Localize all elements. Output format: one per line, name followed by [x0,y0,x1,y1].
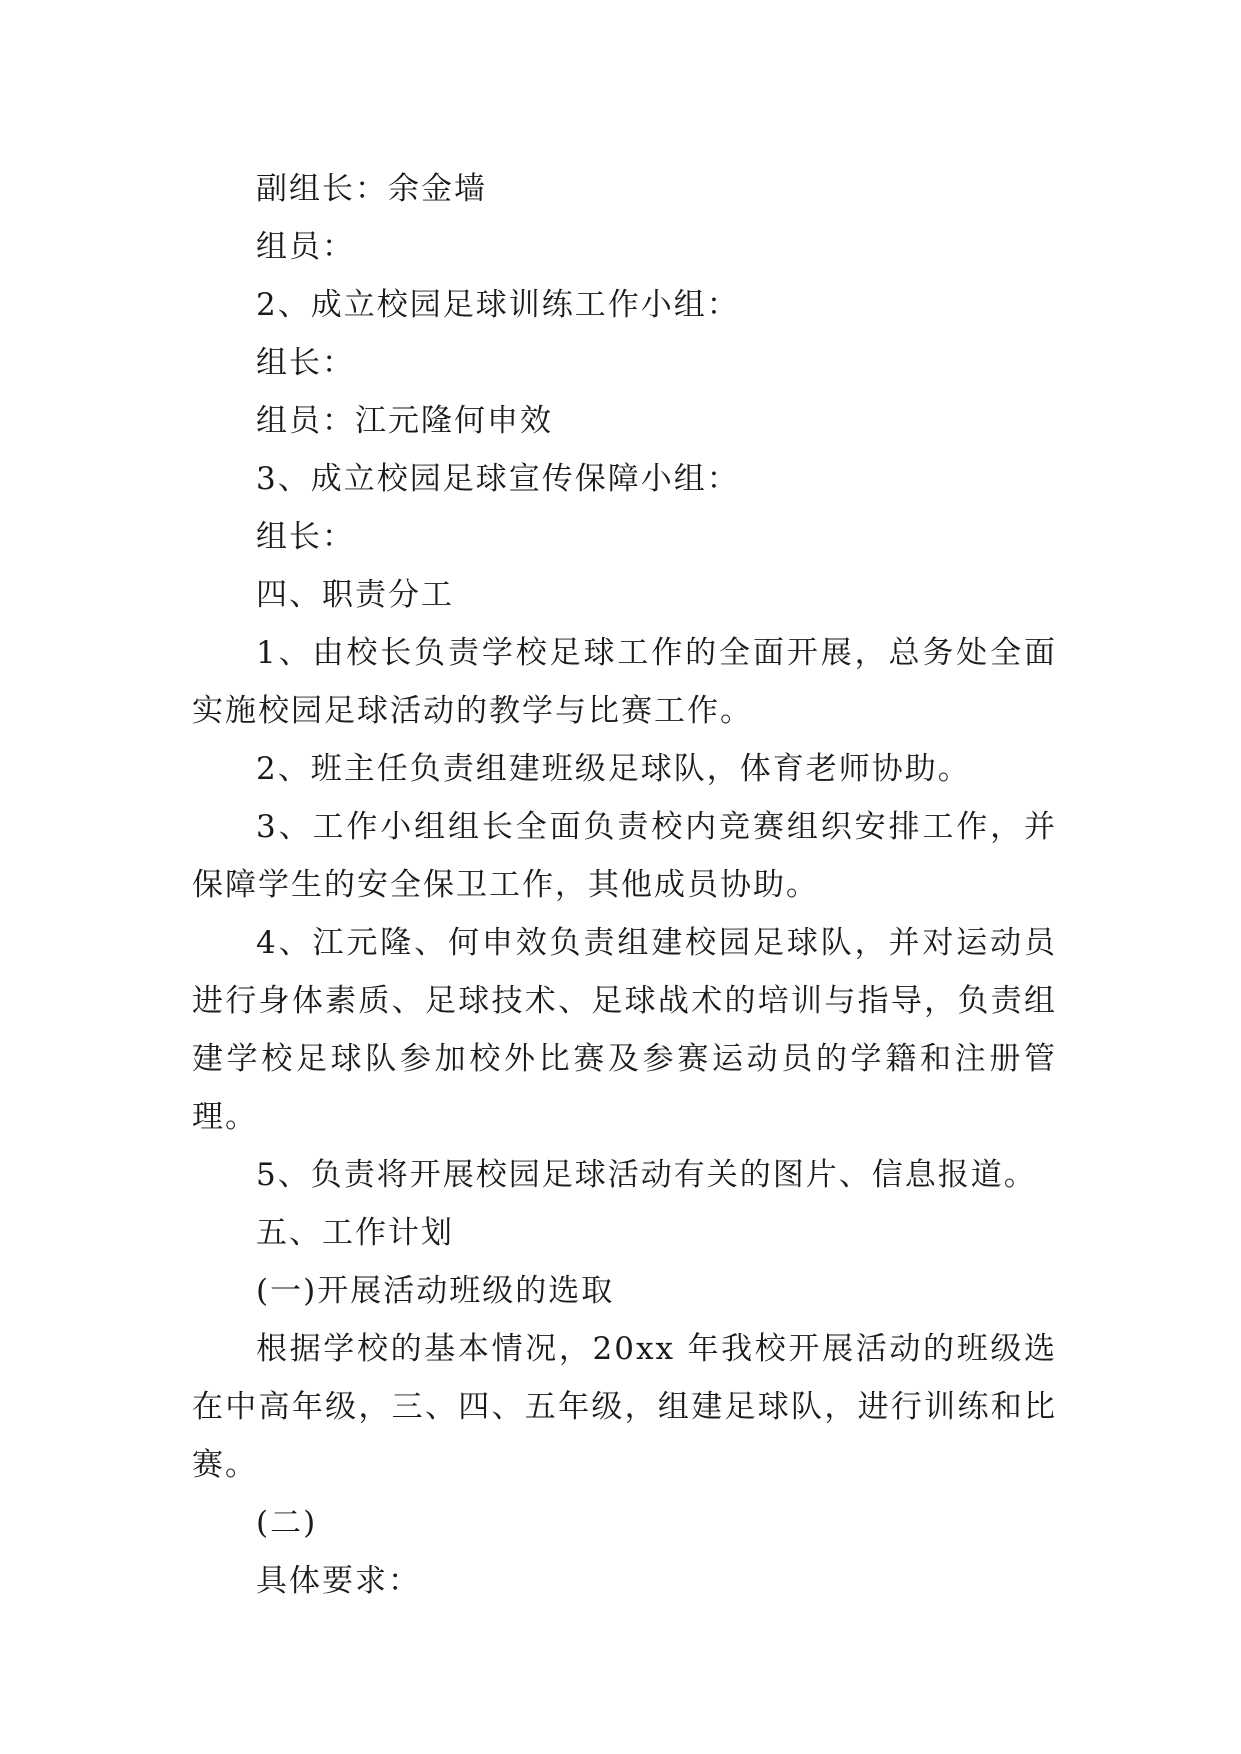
paragraph-responsibility-4: 4、江元隆、何申效负责组建校园足球队，并对运动员进行身体素质、足球技术、足球战术的培训与指导，负责组建学校足球队参加校外比赛及参赛运动员的学籍和注册管理。 [192,925,1057,1135]
subheading-class-selection: (一)开展活动班级的选取 [256,1273,615,1309]
paragraph-responsibility-5: 5、负责将开展校园足球活动有关的图片、信息报道。 [256,1157,1037,1193]
paragraph-training-group: 2、成立校园足球训练工作小组： [256,287,740,323]
paragraph-responsibility-1: 1、由校长负责学校足球工作的全面开展，总务处全面实施校园足球活动的教学与比赛工作。 [192,635,1057,729]
paragraph-publicity-group: 3、成立校园足球宣传保障小组： [256,461,740,497]
section-heading-responsibilities: 四、职责分工 [256,577,454,613]
paragraph-responsibility-3: 3、工作小组组长全面负责校内竞赛组织安排工作，并保障学生的安全保卫工作，其他成员协助。 [192,809,1057,903]
paragraph-publicity-leader: 组长： [256,519,355,555]
paragraph-training-leader: 组长： [256,345,355,381]
paragraph-class-selection: 根据学校的基本情况，20xx 年我校开展活动的班级选在中高年级，三、四、五年级，组建足球队，进行训练和比赛。 [192,1331,1057,1483]
section-heading-work-plan: 五、工作计划 [256,1215,454,1251]
subheading-two: (二) [256,1505,318,1541]
paragraph-members: 组员： [256,229,355,265]
paragraph-responsibility-2: 2、班主任负责组建班级足球队，体育老师协助。 [256,751,971,787]
paragraph-requirements: 具体要求： [256,1563,421,1599]
paragraph-training-members: 组员：江元隆何申效 [256,403,553,439]
document-body [192,160,1057,1610]
paragraph-deputy-leader: 副组长：余金墙 [256,171,487,207]
